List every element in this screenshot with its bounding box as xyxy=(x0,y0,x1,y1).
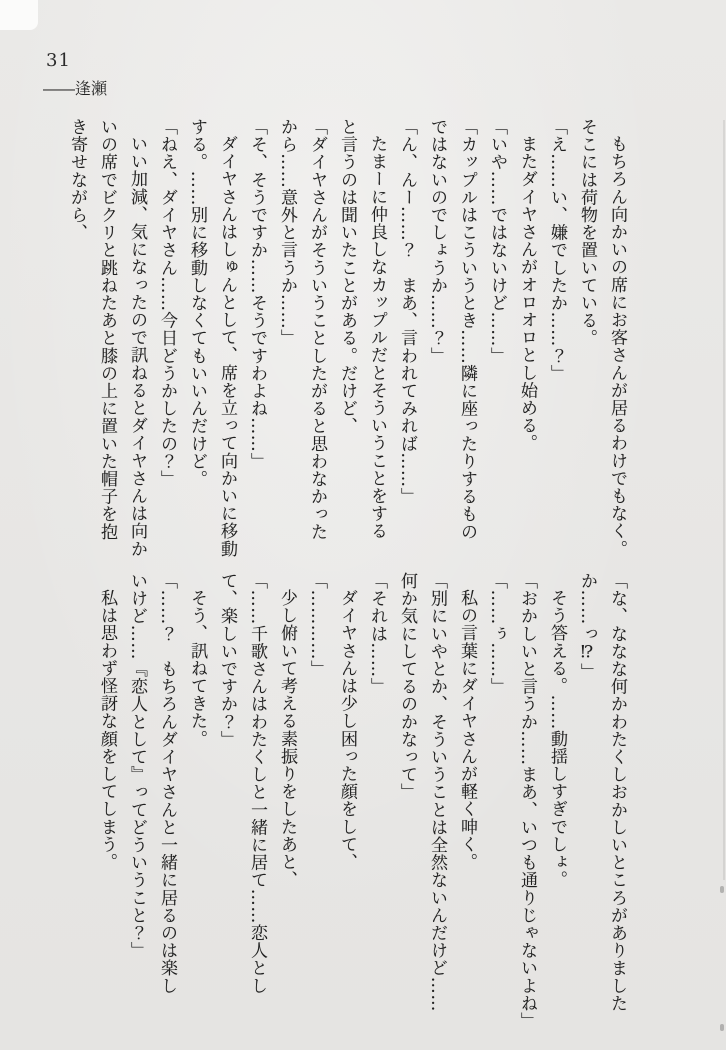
text-line: もちろん向かいの席にお客さんが居るわけでもなく。 xyxy=(607,135,627,558)
text-line: 「ダイヤさんがそういうことしたがると思わなかった xyxy=(307,118,327,541)
text-line: いい加減、気になったので訊ねるとダイヤさんは向か xyxy=(127,135,147,558)
text-line: 「……ぅ……」 xyxy=(487,572,507,696)
text-line: そこには荷物を置いている。 xyxy=(577,118,597,347)
text-line: 「ん、んー……？ まあ、言われてみれば……」 xyxy=(397,118,417,506)
text-line: ダイヤさんは少し困った顔をして、 xyxy=(337,589,357,871)
text-line: またダイヤさんがオロオロとし始める。 xyxy=(517,135,537,452)
scan-artifact-page-edge xyxy=(723,120,725,880)
text-line: 「カップルはこういうとき……隣に座ったりするもの xyxy=(457,118,477,541)
text-line: 「そ、そうですか……そうですわよね……」 xyxy=(247,118,267,470)
text-line: いの席でビクリと跳ねたあと膝の上に置いた帽子を抱 xyxy=(97,118,117,541)
scan-artifact-dot xyxy=(720,1024,724,1031)
text-line: 少し俯いて考える素振りをしたあと、 xyxy=(277,589,297,889)
text-line: 「別にいやとか、そういうことは全然ないんだけど…… xyxy=(427,572,447,1012)
text-line: 「……千歌さんはわたくしと一緒に居て……恋人とし xyxy=(247,572,267,995)
text-line: ではないのでしょうか……？」 xyxy=(427,118,447,365)
text-line: 私は思わず怪訝な顔をしてしまう。 xyxy=(97,589,117,871)
chapter-header: ――逢瀬 xyxy=(43,79,108,98)
text-line: する。……別に移動しなくてもいいんだけど。 xyxy=(187,118,207,488)
text-line: と言うのは聞いたことがある。だけど、 xyxy=(337,118,357,435)
text-line: 「…………」 xyxy=(307,572,327,678)
text-block-bottom xyxy=(92,572,632,1040)
text-line: いけど……『恋人として』ってどういうこと？」 xyxy=(127,572,147,960)
text-line: 私の言葉にダイヤさんが軽く呻く。 xyxy=(457,589,477,871)
text-line: 「ねえ、ダイヤさん……今日どうかしたの？」 xyxy=(157,118,177,488)
text-line: 「おかしいと言うか……まあ、いつも通りじゃないよね」 xyxy=(517,572,537,1030)
text-line: そう答える。……動揺しすぎでしょ。 xyxy=(547,589,567,889)
text-line: 「な、ななな何かわたくしおかしいところがありました xyxy=(607,572,627,1012)
text-line: か……っ⁉」 xyxy=(577,572,597,681)
text-line: ダイヤさんはしゅんとして、席を立って向かいに移動 xyxy=(217,135,237,558)
text-block-top xyxy=(62,118,632,570)
scan-artifact-dot xyxy=(720,886,724,893)
text-line: 「え……い、嫌でしたか……？」 xyxy=(547,118,567,382)
page-number: 31 xyxy=(46,50,71,71)
text-line: 何か気にしてるのかなって」 xyxy=(397,572,417,801)
text-line: 「いや……ではないけど……」 xyxy=(487,118,507,365)
text-line: 「それは……」 xyxy=(367,572,387,696)
text-line: て、楽しいですか？」 xyxy=(217,572,237,748)
text-line: から……意外と言うか……」 xyxy=(277,118,297,347)
text-line: たまーに仲良しなカップルだとそういうことをする xyxy=(367,135,387,540)
scan-artifact-corner xyxy=(0,0,38,30)
text-line: き寄せながら、 xyxy=(67,118,87,242)
text-line: そう、訊ねてきた。 xyxy=(187,589,207,748)
text-line: 「……？ もちろんダイヤさんと一緒に居るのは楽し xyxy=(157,572,177,995)
